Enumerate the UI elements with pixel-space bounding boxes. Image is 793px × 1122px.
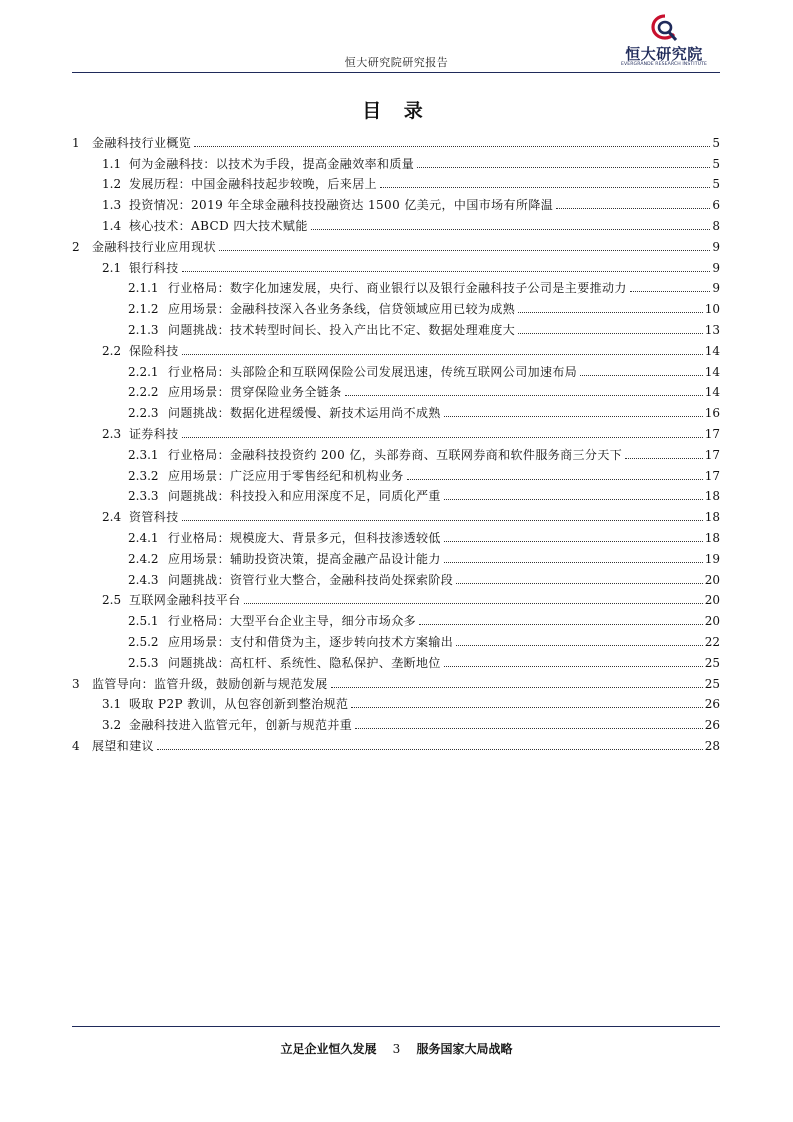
toc-entry-page: 17	[704, 468, 720, 483]
toc-entry-title: 展望和建议	[92, 738, 155, 753]
toc-dot-leader	[456, 583, 703, 584]
toc-dot-leader	[355, 728, 703, 729]
toc-entry-page: 17	[704, 447, 720, 462]
toc-entry-number: 1.4	[102, 218, 122, 233]
toc-dot-leader	[194, 146, 710, 147]
toc-entry-title: 金融科技行业概览	[92, 135, 192, 150]
footer-slogan-right: 服务国家大局战略	[416, 1042, 513, 1056]
toc-entry-title: 应用场景：支付和借贷为主，逐步转向技术方案输出	[168, 634, 454, 649]
toc-entry-title: 保险科技	[129, 343, 179, 358]
toc-entry-number: 2.3.3	[128, 489, 159, 504]
toc-dot-leader	[518, 312, 703, 313]
toc-entry-number: 2.5	[102, 593, 122, 608]
toc-dot-leader	[182, 437, 703, 438]
toc-entry[interactable]	[72, 171, 720, 192]
toc-entry[interactable]	[72, 150, 720, 171]
toc-entry-page: 9	[712, 239, 720, 254]
toc-entry[interactable]	[72, 587, 720, 608]
toc-entry[interactable]	[72, 628, 720, 649]
toc-entry-title: 金融科技进入监管元年，创新与规范并重	[129, 718, 353, 733]
toc-entry[interactable]	[72, 295, 720, 316]
toc-entry[interactable]	[72, 358, 720, 379]
toc-entry-page: 25	[704, 655, 720, 670]
toc-dot-leader	[580, 375, 703, 376]
toc-entry[interactable]	[72, 524, 720, 545]
toc-dot-leader	[444, 499, 703, 500]
toc-entry-number: 2.4.1	[128, 530, 159, 545]
toc-entry[interactable]	[72, 212, 720, 233]
toc-entry-page: 22	[704, 634, 720, 649]
toc-entry-number: 1.1	[102, 156, 122, 171]
toc-dot-leader	[351, 707, 702, 708]
toc-entry[interactable]	[72, 129, 720, 150]
toc-entry[interactable]	[72, 732, 720, 753]
toc-dot-leader	[419, 624, 703, 625]
toc-entry-page: 17	[704, 426, 720, 441]
toc-entry-number: 2.3.1	[128, 447, 159, 462]
toc-entry-page: 18	[704, 530, 720, 545]
page-footer	[0, 1040, 793, 1057]
toc-entry-title: 吸取 P2P 教训，从包容创新到整治规范	[129, 697, 349, 712]
toc-dot-leader	[407, 479, 703, 480]
toc-entry-number: 2.2	[102, 343, 122, 358]
toc-entry[interactable]	[72, 691, 720, 712]
toc-entry-title: 监管导向：监管升级，鼓励创新与规范发展	[92, 676, 328, 691]
toc-entry-number: 2	[72, 239, 80, 254]
toc-entry-title: 行业格局：头部险企和互联网保险公司发展迅速，传统互联网公司加速布局	[168, 364, 578, 379]
toc-entry[interactable]	[72, 379, 720, 400]
toc-entry[interactable]	[72, 670, 720, 691]
toc-dot-leader	[157, 749, 703, 750]
toc-entry-title: 行业格局：大型平台企业主导，细分市场众多	[168, 614, 417, 629]
toc-entry-title: 问题挑战：数据化进程缓慢、新技术运用尚不成熟	[168, 406, 441, 421]
toc-entry-title: 行业格局：数字化加速发展，央行、商业银行以及银行金融科技子公司是主要推动力	[168, 281, 627, 296]
toc-entry-page: 20	[704, 593, 720, 608]
toc-dot-leader	[182, 354, 703, 355]
toc-dot-leader	[625, 458, 703, 459]
toc-entry[interactable]	[72, 399, 720, 420]
toc-entry-title: 问题挑战：资管行业大整合，金融科技尚处探索阶段	[168, 572, 454, 587]
toc-dot-leader	[244, 603, 703, 604]
toc-entry-number: 2.4.2	[128, 551, 159, 566]
toc-entry-title: 应用场景：贯穿保险业务全链条	[168, 385, 342, 400]
toc-entry-number: 2.2.1	[128, 364, 159, 379]
toc-entry-page: 14	[704, 343, 720, 358]
toc-entry-page: 5	[712, 156, 720, 171]
toc-entry[interactable]	[72, 191, 720, 212]
toc-dot-leader	[182, 271, 710, 272]
toc-dot-leader	[518, 333, 703, 334]
footer-divider	[72, 1026, 720, 1027]
toc-entry-number: 2.3.2	[128, 468, 159, 483]
toc-entry-title: 问题挑战：高杠杆、系统性、隐私保护、垄断地位	[168, 655, 441, 670]
toc-dot-leader	[311, 229, 710, 230]
toc-dot-leader	[630, 291, 710, 292]
toc-entry-page: 18	[704, 489, 720, 504]
toc-entry[interactable]	[72, 275, 720, 296]
toc-entry[interactable]	[72, 649, 720, 670]
toc-entry-page: 13	[704, 322, 720, 337]
toc-entry-number: 2.5.1	[128, 614, 159, 629]
toc-entry[interactable]	[72, 483, 720, 504]
toc-entry[interactable]	[72, 337, 720, 358]
toc-entry[interactable]	[72, 462, 720, 483]
toc-entry[interactable]	[72, 233, 720, 254]
toc-entry-page: 25	[704, 676, 720, 691]
toc-entry-title: 行业格局：规模庞大、背景多元，但科技渗透较低	[168, 530, 441, 545]
toc-entry-number: 2.1	[102, 260, 122, 275]
toc-entry-number: 2.5.2	[128, 634, 159, 649]
toc-entry-number: 2.1.2	[128, 302, 159, 317]
toc-entry-title: 应用场景：金融科技深入各业务条线，信贷领域应用已较为成熟	[168, 302, 516, 317]
toc-dot-leader	[182, 520, 703, 521]
toc-entry-page: 6	[712, 198, 720, 213]
toc-entry-number: 2.1.1	[128, 281, 159, 296]
toc-entry-number: 1	[72, 135, 80, 150]
toc-dot-leader	[444, 666, 703, 667]
toc-entry-number: 3	[72, 676, 80, 691]
toc-entry-number: 2.1.3	[128, 322, 159, 337]
toc-entry-page: 8	[712, 218, 720, 233]
toc-entry-title: 行业格局：金融科技投资约 200 亿，头部券商、互联网券商和软件服务商三分天下	[168, 447, 623, 462]
toc-entry-title: 资管科技	[129, 510, 179, 525]
toc-dot-leader	[417, 167, 710, 168]
toc-entry-title: 投资情况：2019 年全球金融科技投融资达 1500 亿美元，中国市场有所降温	[129, 198, 554, 213]
toc-title: 目 录	[362, 100, 431, 122]
toc-entry-page: 20	[704, 614, 720, 629]
toc-entry-page: 9	[712, 260, 720, 275]
toc-entry-number: 4	[72, 738, 80, 753]
toc-entry[interactable]	[72, 545, 720, 566]
toc-dot-leader	[380, 187, 710, 188]
toc-entry-title: 证券科技	[129, 426, 179, 441]
toc-entry-title: 问题挑战：科技投入和应用深度不足，同质化严重	[168, 489, 441, 504]
toc-entry[interactable]	[72, 254, 720, 275]
toc-entry-page: 20	[704, 572, 720, 587]
toc-entry-page: 14	[704, 364, 720, 379]
toc-entry[interactable]	[72, 420, 720, 441]
toc-entry-number: 2.4.3	[128, 572, 159, 587]
toc-entry-page: 28	[704, 738, 720, 753]
toc-dot-leader	[444, 562, 703, 563]
toc-entry[interactable]	[72, 607, 720, 628]
toc-entry-number: 1.3	[102, 198, 122, 213]
toc-entry-number: 2.3	[102, 426, 122, 441]
toc-entry-page: 14	[704, 385, 720, 400]
toc-entry-page: 19	[704, 551, 720, 566]
toc-dot-leader	[456, 645, 703, 646]
table-of-contents	[72, 129, 720, 753]
toc-entry-title: 金融科技行业应用现状	[92, 239, 217, 254]
logo-mark-icon	[650, 14, 680, 42]
toc-entry-number: 2.4	[102, 510, 122, 525]
toc-entry-number: 2.5.3	[128, 655, 159, 670]
toc-entry-title: 应用场景：辅助投资决策，提高金融产品设计能力	[168, 551, 441, 566]
toc-entry-title: 互联网金融科技平台	[129, 593, 241, 608]
toc-entry-number: 3.2	[102, 718, 122, 733]
logo-subtext: EVERGRANDE RESEARCH INSTITUTE	[621, 62, 707, 67]
toc-dot-leader	[556, 208, 710, 209]
toc-entry[interactable]	[72, 441, 720, 462]
toc-entry-page: 16	[704, 406, 720, 421]
toc-entry-title: 应用场景：广泛应用于零售经纪和机构业务	[168, 468, 404, 483]
toc-entry-page: 26	[704, 697, 720, 712]
logo-text: 恒大研究院	[625, 45, 703, 63]
toc-entry-number: 2.2.2	[128, 385, 159, 400]
toc-entry[interactable]	[72, 711, 720, 732]
toc-entry-page: 9	[712, 281, 720, 296]
toc-dot-leader	[331, 687, 703, 688]
toc-dot-leader	[444, 541, 703, 542]
toc-dot-leader	[219, 250, 710, 251]
toc-entry-title: 发展历程：中国金融科技起步较晚，后来居上	[129, 177, 378, 192]
toc-entry-page: 5	[712, 135, 720, 150]
toc-entry-title: 何为金融科技：以技术为手段，提高金融效率和质量	[129, 156, 415, 171]
toc-entry-page: 26	[704, 718, 720, 733]
toc-dot-leader	[444, 416, 703, 417]
toc-entry-page: 18	[704, 510, 720, 525]
toc-entry-title: 银行科技	[129, 260, 179, 275]
report-header-title: 恒大研究院研究报告	[344, 56, 449, 69]
toc-entry-title: 核心技术：ABCD 四大技术赋能	[129, 218, 308, 233]
toc-entry[interactable]	[72, 316, 720, 337]
toc-entry-number: 3.1	[102, 697, 122, 712]
toc-entry[interactable]	[72, 503, 720, 524]
toc-entry-number: 2.2.3	[128, 406, 159, 421]
toc-dot-leader	[345, 395, 703, 396]
footer-slogan-left: 立足企业恒久发展	[280, 1042, 377, 1056]
toc-entry[interactable]	[72, 566, 720, 587]
toc-entry-title: 问题挑战：技术转型时间长、投入产出比不定、数据处理难度大	[168, 322, 516, 337]
toc-entry-page: 5	[712, 177, 720, 192]
page-number: 3	[392, 1042, 401, 1056]
header-divider	[72, 72, 720, 73]
toc-entry-number: 1.2	[102, 177, 122, 192]
toc-entry-page: 10	[704, 302, 720, 317]
